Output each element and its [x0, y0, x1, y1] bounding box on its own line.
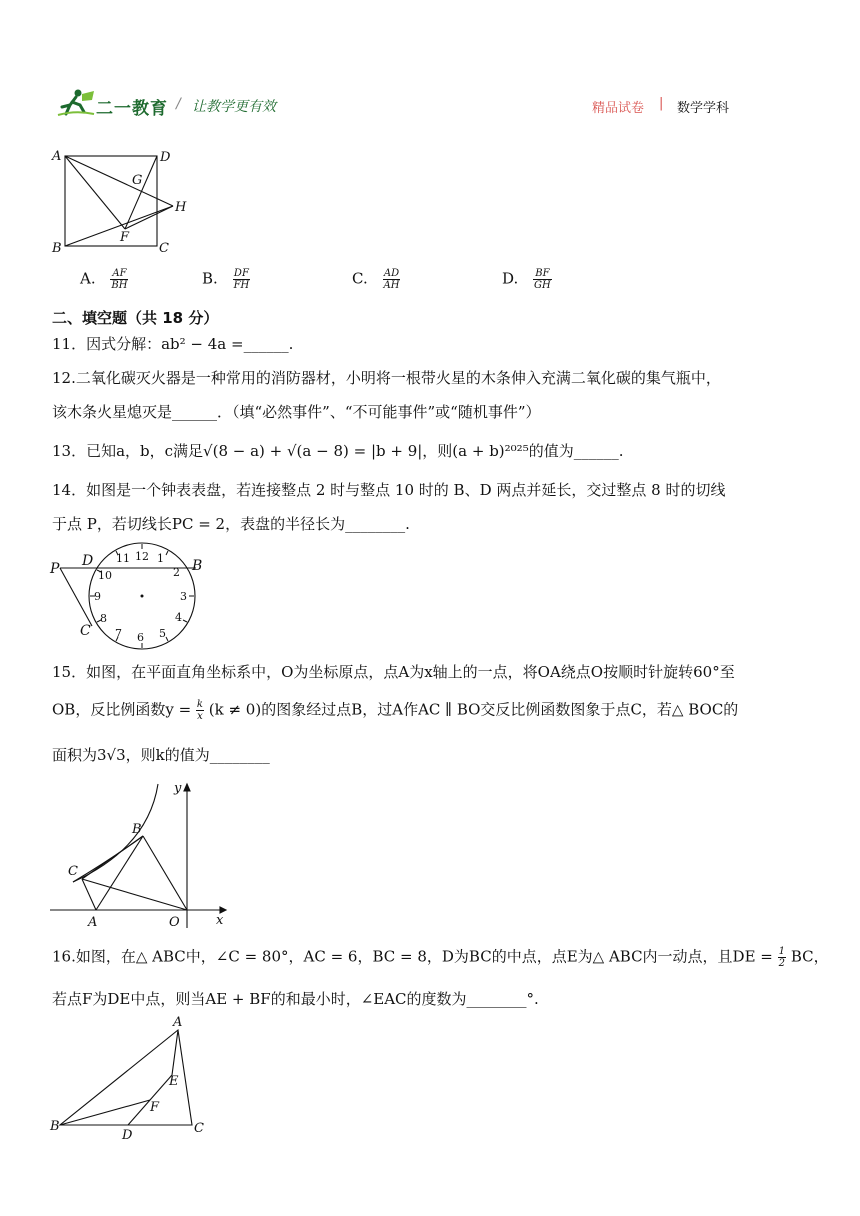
option-a-fraction: $\frac{AF}{BH}$ — [111, 268, 128, 291]
label-D: D — [160, 150, 171, 165]
question-14-line-1: 14．如图是一个钟表表盘，若连接整点 2 时与整点 10 时的 B、D 两点并延长，交过整点 8 时的切线 — [52, 481, 726, 499]
clock-1: 1 — [157, 552, 164, 565]
label-E: E — [169, 1074, 179, 1089]
option-d-fraction: $\frac{BF}{GH}$ — [534, 268, 551, 291]
question-15-line-3: 面积为3√3，则k的值为________ — [52, 746, 270, 764]
header — [0, 84, 860, 124]
question-16-line-2: 若点F为DE中点，则当AE + BF的和最小时，∠EAC的度数为________°. — [52, 990, 539, 1008]
clock-5: 5 — [159, 627, 166, 640]
header-subject: 数学学科 — [677, 101, 730, 116]
label-B: B — [52, 241, 62, 256]
label-y: y — [174, 781, 182, 796]
label-C: C — [194, 1121, 204, 1136]
clock-4: 4 — [175, 611, 182, 624]
header-paper-label: 精品试卷 — [592, 101, 645, 116]
option-b[interactable]: B. $\frac{DF}{FH}$ — [202, 268, 250, 291]
label-F: F — [120, 230, 130, 245]
question-12-line-1: 12.二氧化碳灭火器是一种常用的消防器材，小明将一根带火星的木条伸入充满二氧化碳的集气瓶中， — [52, 369, 721, 387]
label-A: A — [88, 915, 98, 930]
question-15-line-1: 15．如图，在平面直角坐标系中，O为坐标原点，点A为x轴上的一点，将OA绕点O按顺时针旋转60°至 — [52, 663, 735, 681]
label-B: B — [132, 822, 142, 837]
label-F: F — [150, 1100, 160, 1115]
label-C: C — [80, 623, 91, 639]
question-11: 11．因式分解：ab² − 4a =______. — [52, 335, 294, 353]
one-half-fraction: $\frac{1}{2}$ — [778, 946, 786, 969]
figure-q14-clock — [48, 542, 218, 652]
question-15-line-2: OB，反比例函数y = $\frac{k}{x}$ (k ≠ 0)的图象经过点B，过A作AC ∥ BO交反比例函数图象于点C，若△ BOC的 — [52, 699, 739, 722]
clock-6: 6 — [137, 631, 144, 644]
label-D: D — [122, 1128, 133, 1142]
clock-12: 12 — [135, 550, 149, 563]
question-16-line-1: 16.如图，在△ ABC中，∠C = 80°，AC = 6，BC = 8，D为BC的中点，点E为△ ABC内一动点，且DE = $\frac{1}{2}$ BC， — [52, 946, 829, 969]
figure-q15 — [48, 778, 238, 930]
label-D: D — [82, 553, 94, 569]
logo-text: 二一教育 — [96, 99, 168, 119]
option-d[interactable]: D. $\frac{BF}{GH}$ — [502, 268, 551, 291]
clock-7: 7 — [115, 627, 122, 640]
clock-2: 2 — [173, 566, 180, 579]
clock-8: 8 — [100, 612, 107, 625]
section-title: 二、填空题（共 18 分） — [52, 309, 219, 327]
label-B: B — [50, 1119, 60, 1134]
question-13: 13．已知a，b，c满足√(8 − a) + √(a − 8) = |b + 9|，则(a + b)²⁰²⁵的值为______. — [52, 442, 624, 460]
label-H: H — [175, 200, 187, 215]
label-C: C — [159, 241, 169, 256]
label-C: C — [68, 864, 78, 879]
question-12-line-2: 该木条火星熄灭是______．（填“必然事件”、“不可能事件”或“随机事件”） — [52, 403, 541, 421]
figure-q10 — [48, 146, 198, 258]
clock-3: 3 — [180, 590, 187, 603]
label-A: A — [173, 1015, 183, 1030]
label-x: x — [216, 913, 224, 928]
option-a[interactable]: A. $\frac{AF}{BH}$ — [80, 268, 128, 291]
figure-q16 — [48, 1012, 218, 1142]
question-14-line-2: 于点 P，若切线长PC = 2，表盘的半径长为________. — [52, 515, 410, 533]
k-over-x-fraction: $\frac{k}{x}$ — [196, 699, 203, 722]
header-slogan: 让教学更有效 — [192, 99, 276, 115]
option-c-fraction: $\frac{AD}{AH}$ — [383, 268, 400, 291]
runner-logo-icon — [56, 88, 96, 118]
label-G: G — [132, 173, 143, 188]
header-divider: | — [659, 96, 664, 111]
option-c[interactable]: C. $\frac{AD}{AH}$ — [352, 268, 400, 291]
header-separator: / — [176, 96, 181, 112]
label-A: A — [52, 149, 62, 164]
label-O: O — [169, 915, 180, 930]
clock-9: 9 — [94, 590, 101, 603]
clock-11: 11 — [116, 552, 130, 565]
label-P: P — [50, 561, 60, 577]
option-b-fraction: $\frac{DF}{FH}$ — [233, 268, 250, 291]
clock-10: 10 — [98, 569, 112, 582]
label-B: B — [192, 558, 203, 574]
